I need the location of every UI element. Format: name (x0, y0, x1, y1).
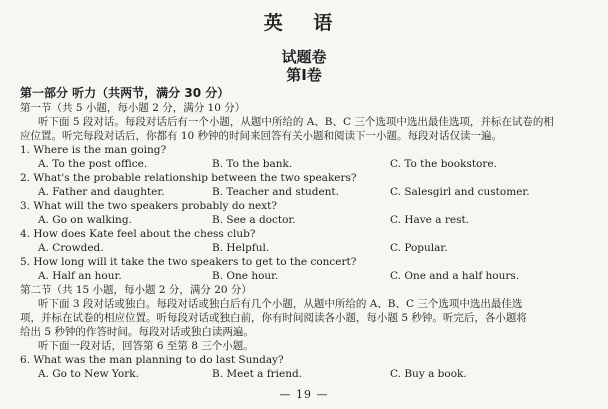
question-6: 6. What was the man planning to do last Sunday? (20, 354, 284, 366)
q1-option-b: B. To the bank. (212, 158, 293, 170)
q5-option-c: C. One and a half hours. (390, 270, 520, 282)
volume-label: 第Ⅰ卷 (286, 66, 322, 84)
question-3: 3. What will the two speakers probably do next? (20, 200, 277, 212)
section1-instruction-2: 应位置。听完每段对话后，你都有 10 秒钟的时间来回答有关小题和阅读下一小题。每段对话仅读一遍。 (20, 130, 503, 142)
page-number: — 19 — (279, 388, 329, 401)
q3-option-c: C. Have a rest. (390, 214, 470, 226)
q2-option-a: A. Father and daughter. (38, 186, 165, 198)
question-5: 5. How long will it take the two speakers to get to the concert? (20, 256, 357, 268)
q5-option-b: B. One hour. (212, 270, 279, 282)
part1-heading: 第一部分 听力（共两节，满分 30 分） (20, 86, 230, 100)
q1-option-a: A. To the post office. (38, 158, 148, 170)
q4-option-a: A. Crowded. (38, 242, 104, 254)
section2-instruction-1: 听下面 3 段对话或独白。每段对话或独白后有几个小题，从题中所给的 A、B、C 三个选项中选出最佳选 (38, 298, 523, 310)
question-2: 2. What's the probable relationship between the two speakers? (20, 172, 357, 184)
q4-option-b: B. Helpful. (212, 242, 270, 254)
q2-option-c: C. Salesgirl and customer. (390, 186, 530, 198)
section1-heading: 第一节（共 5 小题，每小题 2 分，满分 10 分） (20, 102, 246, 114)
section2-instruction-2: 项，并标在试卷的相应位置。听每段对话或独白前，你有时间阅读各小题，每小题 5 秒钟。听完后，各小题将 (20, 312, 527, 324)
section1-instruction-1: 听下面 5 段对话。每段对话后有一个小题，从题中所给的 A、B、C 三个选项中选出最佳选项，并标在试卷的相 (38, 116, 554, 128)
q4-option-c: C. Popular. (390, 242, 448, 254)
section2-heading: 第二节（共 15 小题，每小题 2 分，满分 20 分） (20, 284, 252, 296)
page-subtitle: 试题卷 (281, 48, 327, 66)
q3-option-a: A. Go on walking. (38, 214, 132, 226)
page-title: 英 语 (263, 12, 345, 34)
q6-option-a: A. Go to New York. (38, 368, 139, 380)
section2-instruction-4: 听下面一段对话，回答第 6 至第 8 三个小题。 (38, 340, 254, 352)
q5-option-a: A. Half an hour. (38, 270, 122, 282)
q1-option-c: C. To the bookstore. (390, 158, 497, 170)
q3-option-b: B. See a doctor. (212, 214, 296, 226)
section2-instruction-3: 给出 5 秒钟的作答时间。每段对话或独白读两遍。 (20, 326, 254, 338)
question-4: 4. How does Kate feel about the chess club? (20, 228, 256, 240)
q6-option-c: C. Buy a book. (390, 368, 467, 380)
question-1: 1. Where is the man going? (20, 144, 167, 156)
q6-option-b: B. Meet a friend. (212, 368, 303, 380)
q2-option-b: B. Teacher and student. (212, 186, 339, 198)
